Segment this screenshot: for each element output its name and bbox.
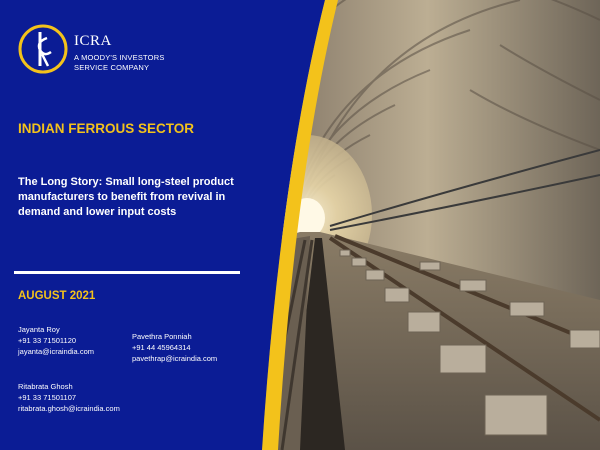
icra-monogram-icon — [18, 24, 68, 74]
contact-phone: +91 33 71501120 — [18, 336, 77, 345]
contact-card — [18, 381, 120, 414]
brand-name: ICRA — [74, 33, 112, 49]
contact-card — [18, 324, 94, 357]
contact-phone: +91 33 71501107 — [18, 393, 77, 402]
contact-name: Jayanta Roy — [18, 325, 60, 334]
contact-phone: +91 44 45964314 — [132, 343, 191, 352]
icra-logo — [18, 24, 68, 74]
contact-email[interactable]: jayanta@icraindia.com — [18, 347, 94, 356]
contact-name: Ritabrata Ghosh — [18, 382, 73, 391]
contact-email[interactable]: pavethrap@icraindia.com — [132, 354, 218, 363]
brand-tagline-line1: A MOODY'S INVESTORS — [74, 53, 165, 62]
sector-title: INDIAN FERROUS SECTOR — [18, 121, 195, 136]
report-date: AUGUST 2021 — [18, 290, 96, 302]
report-headline: The Long Story: Small long-steel product manufacturers to benefit from revival in demand and lower input costs — [18, 176, 234, 218]
contact-card — [132, 331, 217, 364]
brand-tagline-line2: SERVICE COMPANY — [74, 63, 150, 72]
contact-name: Pavethra Ponniah — [132, 332, 192, 341]
divider-rule — [14, 271, 240, 274]
contact-email[interactable]: ritabrata.ghosh@icraindia.com — [18, 404, 120, 413]
brand-tagline — [74, 53, 165, 73]
